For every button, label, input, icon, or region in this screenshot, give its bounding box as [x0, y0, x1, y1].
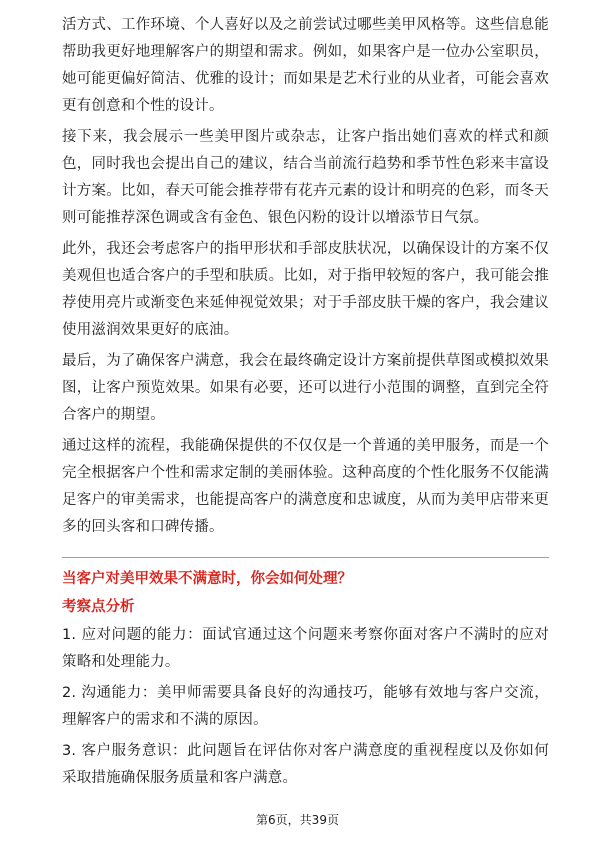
- analysis-point: 3. 客户服务意识：此问题旨在评估你对客户满意度的重视程度以及你如何采取措施确保服务质量和客户满意。: [62, 743, 549, 786]
- section-divider: [62, 557, 549, 558]
- body-paragraph: 此外，我还会考虑客户的指甲形状和手部皮肤状况，以确保设计的方案不仅美观但也适合客户的手型和肤质。比如，对于指甲较短的客户，我可能会推荐使用亮片或渐变色来延伸视觉效果；对于手部皮肤干燥的客户，我会建议使用滋润效果更好的底油。: [62, 241, 549, 338]
- body-paragraph: 最后，为了确保客户满意，我会在最终确定设计方案前提供草图或模拟效果图，让客户预览效果。如果有必要，还可以进行小范围的调整，直到完全符合客户的期望。: [62, 353, 549, 423]
- analysis-point: 2. 沟通能力：美甲师需要具备良好的沟通技巧，能够有效地与客户交流，理解客户的需求和不满的原因。: [62, 685, 549, 728]
- analysis-points: [62, 622, 549, 792]
- body-paragraph: 活方式、工作环境、个人喜好以及之前尝试过哪些美甲风格等。这些信息能帮助我更好地理解客户的期望和需求。例如，如果客户是一位办公室职员，她可能更偏好简洁、优雅的设计；而如果是艺术行业的从业者，可能会喜欢更有创意和个性的设计。: [62, 17, 549, 114]
- analysis-point: 1. 应对问题的能力：面试官通过这个问题来考察你面对客户不满时的应对策略和处理能力。: [62, 627, 549, 670]
- page-number-footer: 第6页，共39页: [256, 813, 339, 827]
- analysis-heading: 考察点分析: [62, 599, 135, 615]
- body-paragraph: 通过这样的流程，我能确保提供的不仅仅是一个普通的美甲服务，而是一个完全根据客户个性和需求定制的美丽体验。这种高度的个性化服务不仅能满足客户的审美需求，也能提高客户的满意度和忠诚度，从而为美甲店带来更多的回头客和口碑传播。: [62, 438, 549, 535]
- body-paragraph: 接下来，我会展示一些美甲图片或杂志，让客户指出她们喜欢的样式和颜色，同时我也会提出自己的建议，结合当前流行趋势和季节性色彩来丰富设计方案。比如，春天可能会推荐带有花卉元素的设计和明亮的色彩，而冬天则可能推荐深色调或含有金色、银色闪粉的设计以增添节日气氛。: [62, 129, 549, 226]
- interview-question: 当客户对美甲效果不满意时，你会如何处理？: [62, 571, 352, 587]
